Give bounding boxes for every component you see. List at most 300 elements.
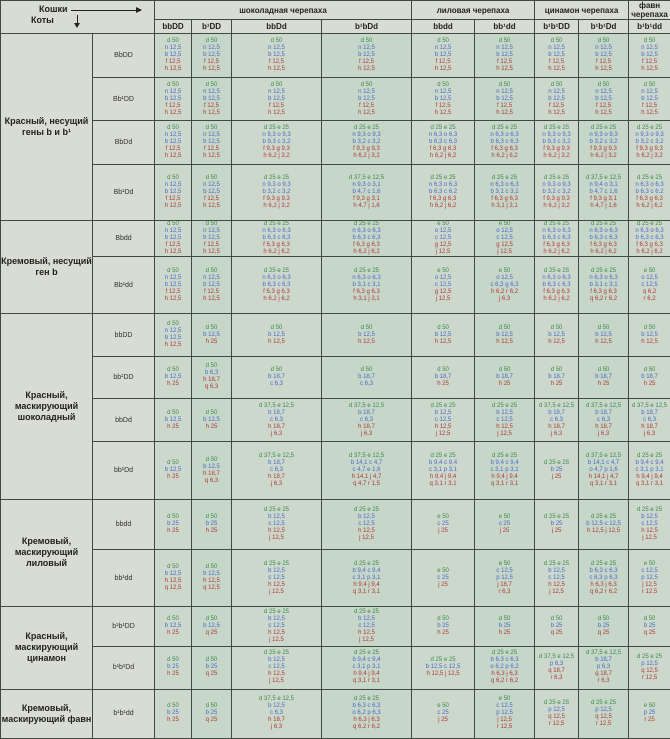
offspring-value: d 50 bbox=[205, 514, 218, 521]
offspring-value: h 4,7 j 1,6 bbox=[590, 202, 617, 209]
offspring-value: b 6,3 c 6,3 bbox=[429, 138, 458, 145]
offspring-value: h 12,5 bbox=[203, 578, 220, 585]
offspring-cell bbox=[155, 550, 192, 606]
offspring-value: b 9,4 c 9,4 bbox=[429, 460, 458, 467]
offspring-cell bbox=[475, 499, 535, 549]
offspring-value: f 6,3 g 6,3 bbox=[429, 145, 457, 152]
offspring-cell bbox=[475, 78, 535, 120]
offspring-cell bbox=[629, 647, 670, 689]
offspring-cell bbox=[629, 442, 670, 499]
group-header-fawn: фавн черепаха bbox=[629, 1, 670, 20]
offspring-cell bbox=[192, 256, 232, 313]
offspring-value: b 3,1 c 3,1 bbox=[352, 281, 381, 288]
offspring-value: b 6,3 c 6,3 bbox=[542, 281, 571, 288]
offspring-value: h 12,5 bbox=[164, 202, 182, 209]
offspring-value: b 6,3 c 6,3 bbox=[352, 234, 381, 241]
offspring-value: d 25 e 25 bbox=[263, 650, 290, 657]
offspring-cell bbox=[232, 647, 322, 689]
offspring-value: d 25 e 25 bbox=[354, 560, 380, 567]
offspring-value: n 12,5 bbox=[496, 45, 513, 52]
offspring-value: h 14,1 j 4,7 bbox=[351, 474, 382, 481]
offspring-value: b 9,4 c 9,4 bbox=[490, 460, 519, 467]
offspring-value: d 25 e 25 bbox=[263, 507, 290, 514]
offspring-value: d 50 bbox=[643, 366, 656, 373]
offspring-value: j 6,3 bbox=[597, 430, 610, 437]
offspring-cell bbox=[412, 165, 475, 220]
offspring-cell bbox=[412, 399, 475, 442]
offspring-value: h 12,5 bbox=[268, 629, 285, 636]
male-genotype: bb¹Dd bbox=[93, 442, 155, 499]
offspring-value: j 25 bbox=[438, 717, 448, 724]
offspring-value: h 6,2 j 6,2 bbox=[263, 295, 290, 302]
offspring-value: d 50 bbox=[205, 267, 218, 274]
offspring-cell bbox=[475, 314, 535, 356]
offspring-value: j 12,5 bbox=[269, 535, 284, 542]
offspring-value: b 18,7 bbox=[595, 409, 612, 416]
offspring-value: n 6,3 o 6,3 bbox=[428, 181, 458, 188]
offspring-value: h 6,2 j 6,2 bbox=[491, 152, 518, 159]
offspring-value: h 18,7 bbox=[268, 423, 285, 430]
offspring-value: b 9,3 c 3,2 bbox=[542, 138, 571, 145]
offspring-cell bbox=[155, 356, 192, 398]
offspring-cell bbox=[155, 314, 192, 356]
offspring-value: n 6,3 o 6,3 bbox=[262, 227, 291, 234]
offspring-value: c 3,1 p 3,1 bbox=[490, 467, 519, 474]
offspring-value: d 25 e 25 bbox=[354, 650, 380, 657]
offspring-value: b 18,7 bbox=[595, 657, 612, 664]
offspring-value: n 12,5 bbox=[203, 88, 220, 95]
offspring-value: n 12,5 bbox=[164, 227, 182, 234]
offspring-value: b 6,3 c 6,3 bbox=[589, 234, 618, 241]
offspring-cell bbox=[155, 78, 192, 120]
offspring-value: b 12,5 bbox=[548, 567, 565, 574]
offspring-value: d 37,5 e 12,5 bbox=[586, 402, 622, 409]
offspring-cell bbox=[579, 78, 629, 120]
offspring-cell bbox=[475, 550, 535, 606]
offspring-cell bbox=[535, 647, 579, 689]
offspring-value: d 50 bbox=[167, 267, 179, 274]
offspring-value: d 50 bbox=[270, 38, 283, 45]
offspring-value: q 18,7 bbox=[595, 671, 612, 678]
offspring-value: q 3,1 r 3,1 bbox=[429, 481, 457, 488]
offspring-cell bbox=[412, 120, 475, 164]
table-row bbox=[1, 499, 670, 549]
offspring-value: r 12,5 bbox=[641, 674, 658, 681]
offspring-value: d 50 bbox=[550, 38, 563, 45]
offspring-cell bbox=[232, 256, 322, 313]
offspring-value: n 12,5 bbox=[496, 88, 513, 95]
offspring-value: d 50 bbox=[167, 409, 179, 416]
male-genotype: BbDD bbox=[93, 34, 155, 78]
offspring-value: d 25 e 25 bbox=[544, 267, 570, 274]
offspring-cell bbox=[322, 34, 412, 78]
offspring-cell bbox=[535, 314, 579, 356]
offspring-value: c 3,1 p 3,1 bbox=[429, 467, 458, 474]
offspring-value: h 12,5 bbox=[641, 338, 658, 345]
offspring-value: d 25 e 25 bbox=[354, 507, 380, 514]
offspring-value: r 12,5 bbox=[595, 720, 612, 727]
offspring-value: n 6,3 o 6,3 bbox=[428, 131, 458, 138]
offspring-value: q 18,7 bbox=[548, 667, 565, 674]
offspring-value: n 6,3 o 6,3 bbox=[490, 131, 519, 138]
offspring-value: b 12,5 bbox=[268, 657, 285, 664]
table-row bbox=[1, 220, 670, 256]
offspring-value: d 50 bbox=[597, 615, 610, 622]
offspring-value: d 50 bbox=[205, 363, 218, 370]
offspring-value: h 12,5 bbox=[358, 109, 375, 116]
offspring-value: c 12,5 bbox=[496, 703, 513, 710]
offspring-value: f 12,5 bbox=[268, 59, 284, 66]
offspring-value: c 12,5 bbox=[548, 574, 565, 581]
offspring-value: e 50 bbox=[498, 220, 511, 227]
offspring-value: b 6,3 bbox=[204, 370, 219, 377]
offspring-value: d 25 e 25 bbox=[637, 507, 663, 514]
offspring-value: e 50 bbox=[498, 560, 511, 567]
offspring-value: j 12,5 bbox=[359, 636, 374, 643]
offspring-value: b 12,5 bbox=[496, 52, 513, 59]
offspring-value: b 12,5 bbox=[164, 335, 182, 342]
offspring-value: n 9,3 o 9,3 bbox=[352, 131, 381, 138]
offspring-value: b 25 bbox=[205, 664, 218, 671]
offspring-value: c 12,5 bbox=[358, 622, 375, 629]
offspring-value: q 3,1 r 3,1 bbox=[353, 588, 381, 595]
offspring-value: e 50 bbox=[498, 267, 511, 274]
offspring-cell bbox=[412, 499, 475, 549]
offspring-value: d 50 bbox=[205, 124, 218, 131]
offspring-value: j 12,5 bbox=[497, 430, 512, 437]
offspring-value: q 25 bbox=[205, 671, 218, 678]
offspring-value: f 6,3 g 6,3 bbox=[543, 288, 570, 295]
offspring-value: c 3,1 p 3,1 bbox=[352, 574, 381, 581]
offspring-value: b 25 bbox=[167, 664, 179, 671]
offspring-cell bbox=[629, 314, 670, 356]
offspring-value: c 6,3 bbox=[269, 710, 283, 717]
offspring-value: n 6,3 o 6,3 bbox=[542, 274, 571, 281]
offspring-cell bbox=[412, 647, 475, 689]
offspring-value: c 6,3 bbox=[269, 467, 283, 474]
male-genotype: Bb¹dd bbox=[93, 256, 155, 313]
offspring-value: f 12,5 bbox=[549, 102, 565, 109]
offspring-value: q 3,1 r 3,1 bbox=[590, 481, 618, 488]
offspring-value: c 12,5 bbox=[641, 281, 658, 288]
offspring-value: d 25 e 25 bbox=[263, 174, 290, 181]
offspring-cell bbox=[475, 120, 535, 164]
offspring-value: j 12,5 bbox=[435, 295, 451, 302]
offspring-value: c 12,5 bbox=[358, 521, 375, 528]
table-row bbox=[1, 606, 670, 646]
offspring-value: q 3,1 r 3,1 bbox=[636, 481, 664, 488]
offspring-value: h 9,4 j 9,4 bbox=[491, 474, 518, 481]
offspring-value: b 6,3 c 6,3 bbox=[542, 234, 571, 241]
offspring-value: b 12,5 bbox=[203, 138, 220, 145]
offspring-value: b 18,7 bbox=[268, 409, 285, 416]
offspring-value: d 50 bbox=[205, 409, 218, 416]
offspring-value: b 3,2 c 3,2 bbox=[589, 138, 618, 145]
offspring-value: q 12,5 bbox=[641, 667, 658, 674]
offspring-value: f 12,5 bbox=[165, 59, 181, 66]
male-genotype: b¹b¹Dd bbox=[93, 647, 155, 689]
offspring-cell bbox=[322, 356, 412, 398]
offspring-value: b 12,5 bbox=[434, 331, 452, 338]
offspring-value: o 12,5 bbox=[496, 274, 513, 281]
offspring-value: d 25 e 25 bbox=[263, 560, 290, 567]
female-genotype-header: b¹b¹dd bbox=[629, 20, 670, 34]
offspring-value: h 12,5 bbox=[496, 423, 513, 430]
offspring-value: r 6,2 bbox=[643, 295, 656, 302]
offspring-value: j 12,5 bbox=[549, 588, 564, 595]
offspring-cell bbox=[475, 606, 535, 646]
offspring-value: f 9,3 g 9,3 bbox=[590, 145, 617, 152]
offspring-value: c 12,5 bbox=[434, 234, 452, 241]
offspring-cell bbox=[535, 34, 579, 78]
offspring-value: r 12,5 bbox=[548, 720, 565, 727]
offspring-value: d 25 e 25 bbox=[591, 699, 617, 706]
offspring-value: f 12,5 bbox=[203, 145, 219, 152]
offspring-cell bbox=[322, 399, 412, 442]
offspring-value: r 6,3 bbox=[597, 678, 610, 685]
offspring-value: f 12,5 bbox=[203, 241, 219, 248]
offspring-value: h 25 bbox=[167, 474, 179, 481]
offspring-value: c 6,3 bbox=[643, 416, 657, 423]
offspring-cell bbox=[232, 442, 322, 499]
offspring-value: d 37,5 e 12,5 bbox=[349, 453, 385, 460]
offspring-value: n 12,5 bbox=[164, 181, 182, 188]
offspring-value: b 12,5 bbox=[358, 615, 375, 622]
offspring-value: b 25 bbox=[498, 622, 511, 629]
offspring-value: j 12,5 bbox=[269, 588, 284, 595]
offspring-value: h 12,5 bbox=[268, 109, 285, 116]
offspring-cell bbox=[155, 120, 192, 164]
offspring-value: n 12,5 bbox=[164, 88, 182, 95]
offspring-value: q 25 bbox=[205, 629, 218, 636]
offspring-cell bbox=[579, 499, 629, 549]
offspring-value: n 12,5 bbox=[164, 131, 182, 138]
offspring-cell bbox=[192, 499, 232, 549]
offspring-value: n 6,3 o 6,3 bbox=[262, 274, 291, 281]
male-group-label: Красный, маскирующий цинамон bbox=[1, 606, 93, 689]
offspring-value: h 12,5 bbox=[203, 66, 220, 73]
offspring-value: n 12,5 bbox=[358, 45, 375, 52]
offspring-value: b 9,4 c 9,4 bbox=[352, 657, 381, 664]
offspring-value: o 6,2 p 6,2 bbox=[490, 664, 519, 671]
offspring-value: g 12,5 bbox=[434, 241, 452, 248]
male-genotype: bbDd bbox=[93, 399, 155, 442]
offspring-value: h 12,5 bbox=[203, 152, 220, 159]
male-genotype: BbDd bbox=[93, 120, 155, 164]
offspring-value: n 6,3 o 6,3 bbox=[635, 227, 664, 234]
offspring-value: d 37,5 e 12,5 bbox=[586, 174, 622, 181]
offspring-value: b 25 bbox=[550, 467, 563, 474]
offspring-value: p 6,3 bbox=[549, 660, 564, 667]
offspring-value: n 12,5 bbox=[268, 88, 285, 95]
offspring-value: d 50 bbox=[498, 324, 511, 331]
offspring-value: h 9,4 j 9,4 bbox=[353, 671, 380, 678]
offspring-value: h 3,1 j 3,1 bbox=[491, 202, 518, 209]
offspring-value: b 4,7 c 1,6 bbox=[589, 188, 618, 195]
male-group-label: Кремовый, маскирующий лиловый bbox=[1, 499, 93, 606]
offspring-value: h 12,5 bbox=[358, 338, 375, 345]
offspring-value: f 12,5 bbox=[203, 195, 219, 202]
offspring-cell bbox=[322, 314, 412, 356]
offspring-cell bbox=[475, 256, 535, 313]
offspring-value: j 12,5 bbox=[497, 248, 512, 255]
offspring-value: d 25 e 25 bbox=[263, 220, 290, 227]
offspring-value: e 50 bbox=[437, 567, 449, 574]
table-row bbox=[1, 647, 670, 689]
offspring-value: c 6,3 p 6,3 bbox=[589, 574, 618, 581]
offspring-value: b 12,5 bbox=[203, 281, 220, 288]
offspring-value: h 18,7 bbox=[358, 423, 375, 430]
offspring-value: b 18,7 bbox=[268, 373, 285, 380]
offspring-cell bbox=[475, 647, 535, 689]
offspring-value: h 25 bbox=[437, 380, 449, 387]
offspring-value: h 12,5 bbox=[268, 338, 285, 345]
female-genotype-header: b¹DD bbox=[192, 20, 232, 34]
offspring-value: p 12,5 bbox=[496, 710, 513, 717]
offspring-value: h 9,4 j 9,4 bbox=[636, 474, 663, 481]
offspring-value: h 12,5 bbox=[641, 528, 658, 535]
offspring-value: h 12,5 bbox=[548, 581, 565, 588]
offspring-value: e 50 bbox=[643, 267, 656, 274]
offspring-value: h 12,5 bbox=[164, 152, 182, 159]
offspring-value: n 12,5 bbox=[164, 328, 182, 335]
offspring-cell bbox=[475, 442, 535, 499]
offspring-value: d 50 bbox=[270, 81, 283, 88]
offspring-value: j 12,5 bbox=[269, 636, 284, 643]
offspring-value: b 12,5 bbox=[203, 188, 220, 195]
offspring-cell bbox=[192, 165, 232, 220]
offspring-value: r 6,3 bbox=[550, 674, 563, 681]
offspring-value: n 9,3 o 9,3 bbox=[262, 181, 291, 188]
offspring-value: d 25 e 25 bbox=[263, 124, 290, 131]
offspring-value: n 12,5 bbox=[548, 88, 565, 95]
offspring-cell bbox=[412, 314, 475, 356]
offspring-value: b 25 bbox=[437, 622, 449, 629]
offspring-value: j 12,5 bbox=[359, 535, 374, 542]
offspring-value: d 25 e 25 bbox=[354, 696, 380, 703]
offspring-value: d 50 bbox=[498, 615, 511, 622]
offspring-value: j 6,3 bbox=[498, 295, 511, 302]
offspring-value: e 50 bbox=[498, 514, 511, 521]
offspring-cell bbox=[412, 606, 475, 646]
offspring-value: b 12,5 bbox=[268, 52, 285, 59]
offspring-value: n 12,5 bbox=[434, 45, 452, 52]
offspring-value: h 25 bbox=[167, 717, 179, 724]
offspring-value: n 12,5 bbox=[641, 88, 658, 95]
arrow-right-icon bbox=[71, 10, 141, 11]
offspring-value: d 37,5 e 12,5 bbox=[586, 453, 622, 460]
offspring-value: q 4,7 r 1,5 bbox=[353, 481, 381, 488]
offspring-value: q 6,2 r 6,2 bbox=[590, 295, 618, 302]
offspring-value: h 12,5 bbox=[496, 66, 513, 73]
male-genotype: bbDD bbox=[93, 314, 155, 356]
offspring-value: q 12,5 bbox=[595, 713, 612, 720]
offspring-value: d 25 e 25 bbox=[544, 514, 570, 521]
offspring-value: f 6,3 g 6,3 bbox=[491, 195, 518, 202]
offspring-value: d 50 bbox=[167, 615, 179, 622]
offspring-value: b 12,5 bbox=[268, 95, 285, 102]
offspring-value: d 37,5 e 12,5 bbox=[258, 696, 295, 703]
offspring-value: b 6,3 c 6,3 bbox=[262, 281, 291, 288]
offspring-value: b 14,1 c 4,7 bbox=[587, 460, 620, 467]
offspring-cell bbox=[475, 34, 535, 78]
offspring-value: b 3,2 c 3,2 bbox=[635, 138, 664, 145]
table-row bbox=[1, 34, 670, 78]
offspring-value: d 25 e 25 bbox=[430, 657, 456, 664]
offspring-value: d 50 bbox=[643, 81, 656, 88]
offspring-cell bbox=[232, 606, 322, 646]
offspring-value: b 12,5 bbox=[434, 409, 452, 416]
table-row bbox=[1, 550, 670, 606]
offspring-cell bbox=[322, 78, 412, 120]
offspring-cell bbox=[535, 442, 579, 499]
offspring-value: d 50 bbox=[360, 324, 373, 331]
offspring-value: h 12,5 bbox=[358, 528, 375, 535]
offspring-value: b 12,5 bbox=[203, 416, 220, 423]
offspring-value: h 25 bbox=[643, 380, 656, 387]
offspring-cell bbox=[155, 220, 192, 256]
offspring-value: q 12,5 bbox=[203, 585, 220, 592]
offspring-value: d 50 bbox=[205, 220, 218, 227]
table-row bbox=[1, 120, 670, 164]
offspring-value: n 6,3 o 6,3 bbox=[352, 227, 381, 234]
offspring-value: h 12,5 bbox=[358, 66, 375, 73]
offspring-value: b 12,5 c 12,5 bbox=[586, 521, 621, 528]
offspring-value: f 6,3 g 6,3 bbox=[263, 288, 290, 295]
offspring-value: b 12,5 bbox=[164, 281, 182, 288]
offspring-value: h 25 bbox=[167, 629, 179, 636]
offspring-value: o 12,5 bbox=[434, 274, 452, 281]
offspring-value: q 3,1 r 3,1 bbox=[491, 481, 519, 488]
offspring-value: d 50 bbox=[167, 124, 179, 131]
female-genotype-header: b¹b¹DD bbox=[535, 20, 579, 34]
offspring-value: q 25 bbox=[643, 629, 656, 636]
offspring-value: h 12,5 bbox=[496, 109, 513, 116]
offspring-value: d 50 bbox=[205, 81, 218, 88]
offspring-cell bbox=[322, 256, 412, 313]
offspring-value: b 25 bbox=[167, 521, 179, 528]
offspring-value: h 6,2 j 6,2 bbox=[543, 248, 570, 255]
offspring-value: b 12,5 bbox=[548, 95, 565, 102]
offspring-value: c 12,5 bbox=[496, 567, 513, 574]
offspring-value: b 3,2 c 3,2 bbox=[542, 188, 571, 195]
offspring-cell bbox=[579, 442, 629, 499]
offspring-value: n 12,5 bbox=[203, 131, 220, 138]
offspring-value: h 12,5 j 12,5 bbox=[426, 671, 460, 678]
offspring-value: o 12,5 bbox=[434, 227, 452, 234]
offspring-value: c 6,3 bbox=[269, 416, 283, 423]
offspring-value: f 12,5 bbox=[165, 195, 181, 202]
offspring-value: c 3,1 p 3,1 bbox=[352, 664, 381, 671]
offspring-value: h 6,2 j 6,2 bbox=[636, 202, 663, 209]
offspring-cell bbox=[579, 256, 629, 313]
offspring-value: d 25 e 25 bbox=[430, 174, 456, 181]
offspring-value: f 12,5 bbox=[268, 102, 284, 109]
offspring-value: h 6,2 j 3,2 bbox=[543, 152, 570, 159]
offspring-cell bbox=[232, 689, 322, 739]
offspring-value: c 12,5 bbox=[268, 574, 285, 581]
offspring-value: b 12,5 c 12,5 bbox=[425, 664, 461, 671]
offspring-value: h 18,7 bbox=[203, 377, 220, 384]
offspring-value: h 12,5 bbox=[268, 581, 285, 588]
offspring-value: o 12,5 bbox=[496, 227, 513, 234]
offspring-value: g 12,5 bbox=[496, 241, 513, 248]
offspring-value: q 25 bbox=[550, 629, 563, 636]
offspring-value: d 25 e 25 bbox=[591, 514, 617, 521]
offspring-value: b 6,3 c 6,3 bbox=[589, 567, 618, 574]
offspring-cell bbox=[322, 606, 412, 646]
offspring-cell bbox=[535, 689, 579, 739]
